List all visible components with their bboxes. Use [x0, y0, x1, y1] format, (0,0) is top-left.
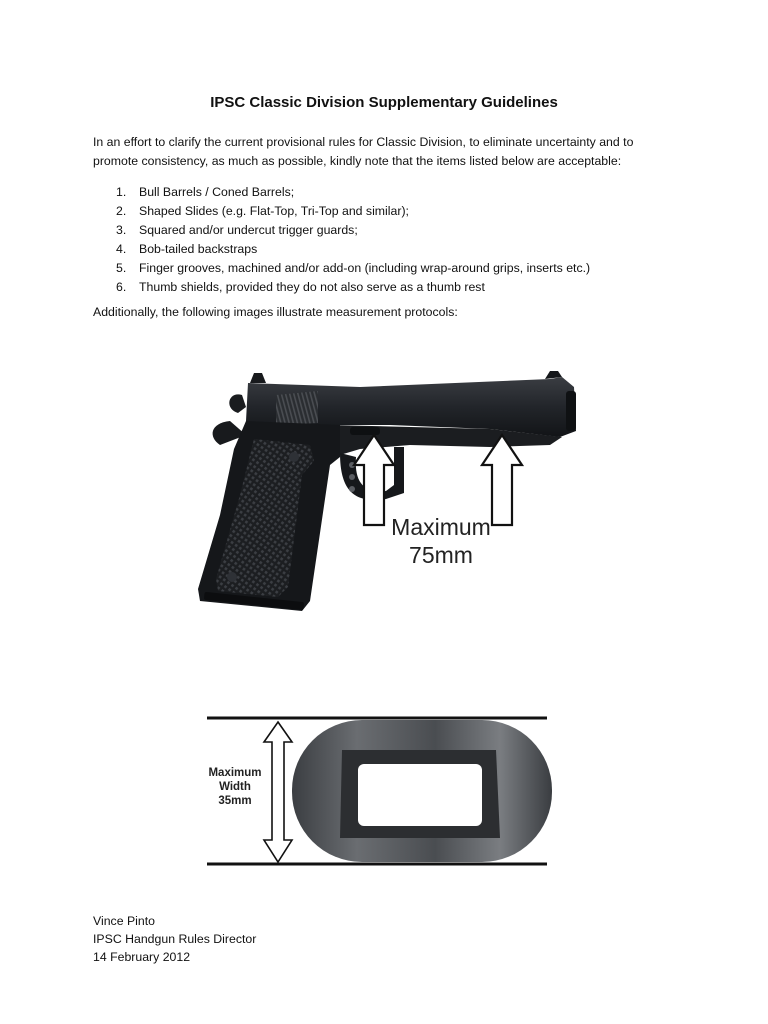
list-item-number: 4. — [116, 242, 127, 256]
signature-block — [93, 912, 256, 966]
magwell-label-line-3: 35mm — [218, 795, 252, 807]
intro-paragraph — [93, 133, 693, 171]
list-item-text: Bull Barrels / Coned Barrels; — [139, 185, 295, 199]
magwell-label-line-2: Width — [219, 781, 251, 793]
list-item — [116, 240, 590, 259]
additional-text: Additionally, the following images illustrate measurement protocols: — [93, 305, 458, 319]
intro-line-2: promote consistency, as much as possible, kindly note that the items listed below are acceptable: — [93, 154, 622, 168]
list-item-text: Thumb shields, provided they do not also serve as a thumb rest — [139, 280, 485, 294]
pistol-figure — [190, 365, 590, 620]
list-item — [116, 278, 590, 297]
magwell-figure — [200, 708, 560, 876]
list-item-number: 1. — [116, 185, 127, 199]
list-item-text: Bob-tailed backstraps — [139, 242, 258, 256]
pistol-icon — [190, 365, 590, 620]
page-title: IPSC Classic Division Supplementary Guidelines — [210, 94, 558, 111]
acceptable-items-list — [116, 183, 590, 297]
list-item — [116, 221, 590, 240]
list-item-text: Shaped Slides (e.g. Flat-Top, Tri-Top and similar); — [139, 204, 409, 218]
intro-line-1: In an effort to clarify the current provisional rules for Classic Division, to eliminate uncertainty and to — [93, 135, 634, 149]
signature-date: 14 February 2012 — [93, 950, 191, 964]
list-item-number: 2. — [116, 204, 127, 218]
list-item-number: 5. — [116, 261, 127, 275]
magwell-measure-label — [200, 766, 270, 808]
pistol-label-line-1: Maximum — [391, 514, 491, 540]
pistol-measure-label — [386, 513, 496, 569]
list-item-text: Finger grooves, machined and/or add-on (including wrap-around grips, inserts etc.) — [139, 261, 591, 275]
pistol-label-line-2: 75mm — [409, 542, 473, 568]
list-item-number: 3. — [116, 223, 127, 237]
signature-name: Vince Pinto — [93, 914, 155, 928]
signature-role: IPSC Handgun Rules Director — [93, 932, 257, 946]
magwell-label-line-1: Maximum — [208, 767, 262, 779]
list-item — [116, 259, 590, 278]
list-item-number: 6. — [116, 280, 127, 294]
list-item — [116, 183, 590, 202]
list-item — [116, 202, 590, 221]
list-item-text: Squared and/or undercut trigger guards; — [139, 223, 358, 237]
